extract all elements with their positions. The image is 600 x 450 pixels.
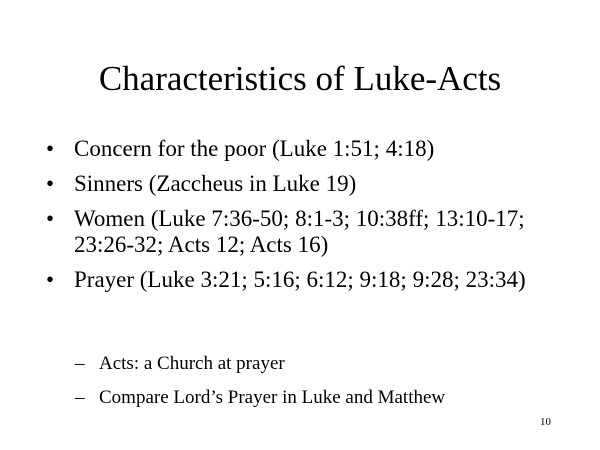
dash-icon: – bbox=[75, 353, 85, 374]
sub-bullet-item bbox=[75, 353, 555, 375]
bullet-item bbox=[46, 206, 566, 258]
dash-icon: – bbox=[75, 387, 85, 408]
sub-bullet-item bbox=[75, 387, 555, 409]
bullet-item bbox=[46, 171, 566, 197]
bullet-item bbox=[46, 136, 566, 162]
bullet-text: Prayer (Luke 3:21; 5:16; 6:12; 9:18; 9:28; 23:34) bbox=[74, 267, 526, 292]
sub-bullet-text: Acts: a Church at prayer bbox=[99, 353, 285, 374]
sub-bullet-text: Compare Lord’s Prayer in Luke and Matthew bbox=[99, 387, 446, 408]
bullet-list bbox=[46, 136, 566, 302]
bullet-icon: • bbox=[46, 136, 55, 161]
sub-bullet-list bbox=[75, 353, 555, 421]
bullet-icon: • bbox=[46, 171, 55, 196]
bullet-text: Women (Luke 7:36-50; 8:1-3; 10:38ff; 13:10-17; 23:26-32; Acts 12; Acts 16) bbox=[74, 206, 525, 257]
bullet-icon: • bbox=[46, 206, 55, 231]
page-number: 10 bbox=[540, 416, 551, 428]
slide-title: Characteristics of Luke-Acts bbox=[98, 59, 502, 98]
bullet-item bbox=[46, 267, 566, 293]
bullet-icon: • bbox=[46, 267, 55, 292]
bullet-text: Concern for the poor (Luke 1:51; 4:18) bbox=[74, 136, 435, 161]
bullet-text: Sinners (Zaccheus in Luke 19) bbox=[74, 171, 357, 196]
